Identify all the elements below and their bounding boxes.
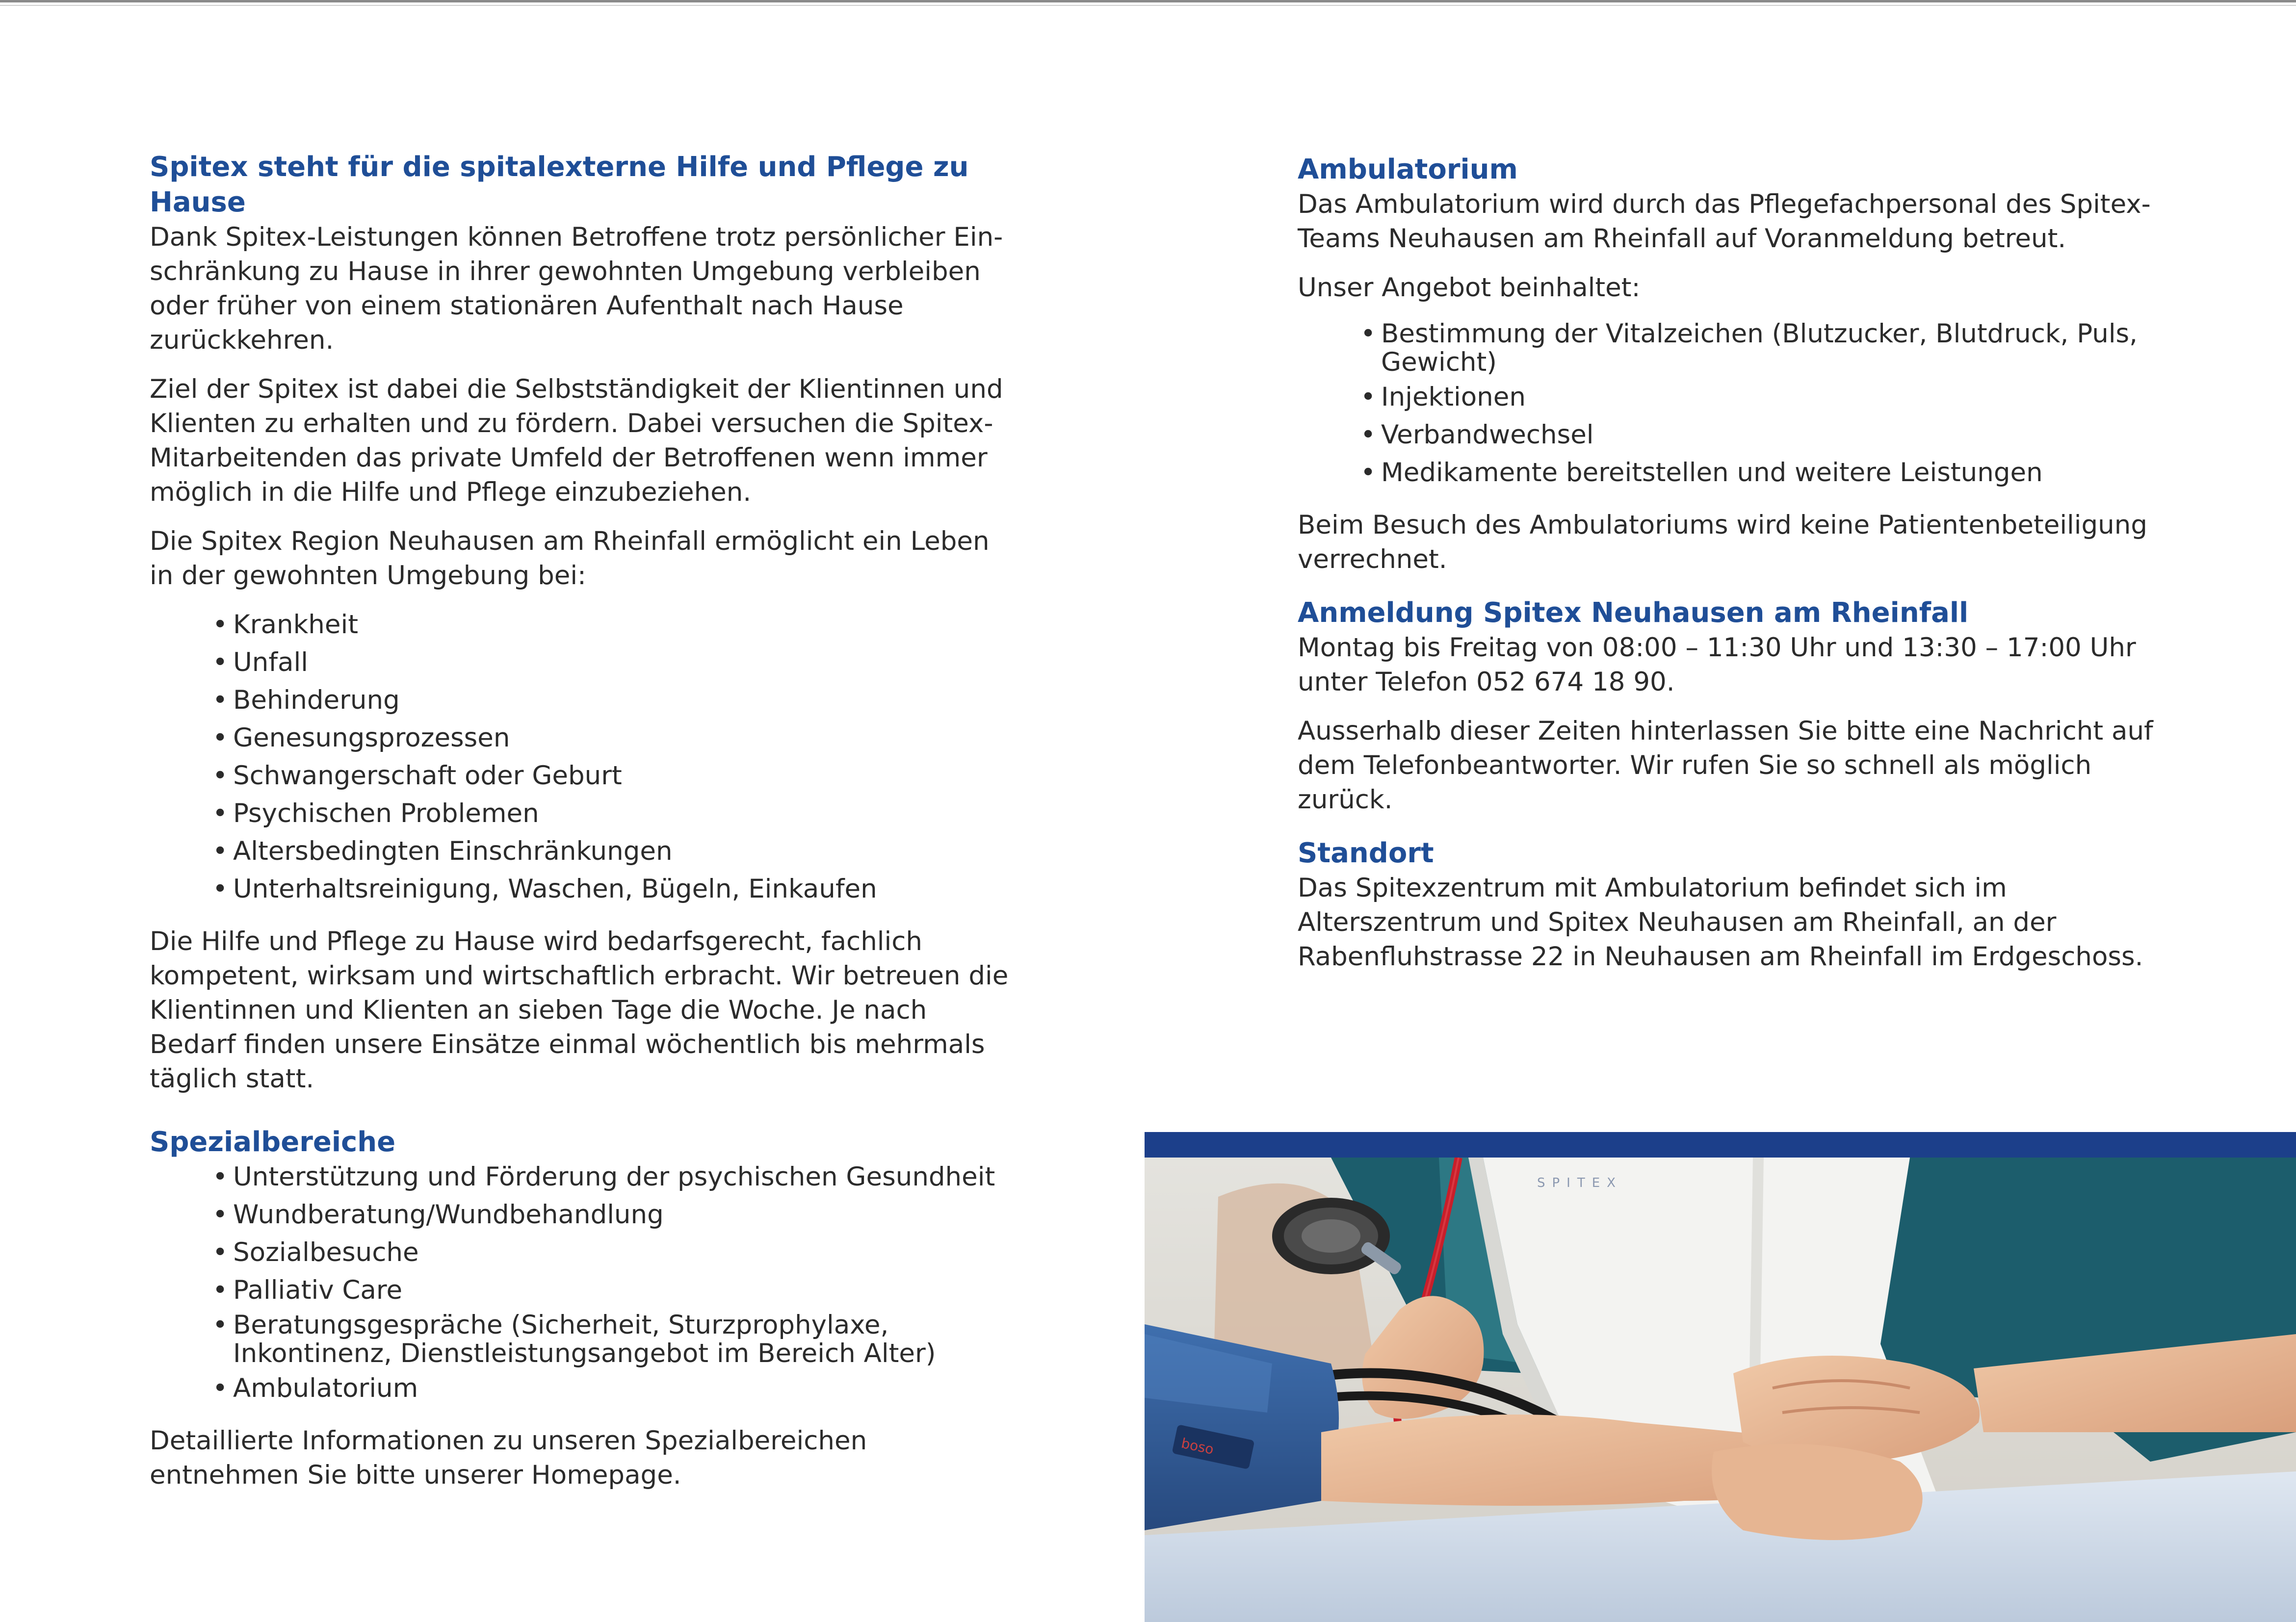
list-item: • Schwangerschaft oder Geburt (212, 761, 622, 791)
ambulatorium-heading: Ambulatorium (1298, 154, 1518, 185)
list-item: • Sozialbesuche (212, 1237, 419, 1267)
intro-paragraph-1: Dank Spitex-Leistungen können Betroffene trotz persönlicher Ein-schränkung zu Hause in ihrer gewohnten Umgebung verbleiben oder früher von einem stationären Aufenthalt nach Hause zurückkehren. (150, 222, 1003, 355)
list-item: • Injektionen (1360, 382, 1526, 412)
right-column (1298, 152, 2161, 974)
special-list (212, 1160, 1013, 1406)
list-item: • Unfall (212, 647, 308, 677)
standort-paragraph: Das Spitexzentrum mit Ambulatorium befindet sich im Alterszentrum und Spitex Neuhausen am Rheinfall, an der Rabenfluhstrasse 22 in Neuhausen am Rheinfall im Erdgeschoss. (1298, 873, 2143, 972)
ambulatorium-paragraph-2: Unser Angebot beinhaltet: (1298, 273, 1641, 303)
list-item: • Behinderung (212, 685, 400, 715)
list-item: • Medikamente bereitstellen und weitere Leistungen (1360, 458, 2043, 488)
special-heading: Spezialbereiche (150, 1126, 396, 1158)
standort-heading: Standort (1298, 837, 1434, 869)
list-item: • Wundberatung/Wundbehandlung (212, 1200, 664, 1230)
top-rule (0, 0, 2296, 2)
list-item: • Palliativ Care (212, 1275, 403, 1305)
list-item: • Verbandwechsel (1360, 420, 1594, 450)
top-rule-thin (0, 5, 2296, 6)
list-item: • Genesungsprozessen (212, 723, 510, 753)
anmeldung-heading: Anmeldung Spitex Neuhausen am Rheinfall (1298, 597, 1969, 629)
intro-paragraph-2: Ziel der Spitex ist dabei die Selbstständigkeit der Klientinnen und Klienten zu erhalten und zu fördern. Dabei versuchen die Spitex-Mitarbeitenden das private Umfeld der Betroffenen wenn immer möglich in die Hilfe und Pflege einzubeziehen. (150, 374, 1003, 507)
special-paragraph: Detaillierte Informationen zu unseren Spezialbereichen entnehmen Sie bitte unserer Homepage. (150, 1426, 867, 1490)
left-column (150, 150, 1013, 1493)
ambulatorium-paragraph-3: Beim Besuch des Ambulatoriums wird keine Patientenbeteiligung verrechnet. (1298, 510, 2147, 574)
blood-pressure-photo (1145, 1158, 2296, 1622)
list-item: • Ambulatorium (212, 1373, 418, 1403)
ambulatorium-list (1360, 320, 2161, 490)
list-item: • Unterstützung und Förderung der psychischen Gesundheit (212, 1162, 995, 1192)
intro-paragraph-3: Die Spitex Region Neuhausen am Rheinfall ermöglicht ein Leben in der gewohnten Umgebung bei: (150, 526, 990, 591)
apron-logo-text: SPITEX (1537, 1176, 1622, 1190)
list-item: • Beratungsgespräche (Sicherheit, Sturzprophylaxe, Inkontinenz, Dienstleistungsangebot im Bereich Alter) (212, 1310, 936, 1368)
photo-illustration (1145, 1158, 2296, 1622)
list-item: • Bestimmung der Vitalzeichen (Blutzucker, Blutdruck, Puls, Gewicht) (1360, 319, 2138, 377)
list-item: • Psychischen Problemen (212, 798, 539, 828)
list-item: • Unterhaltsreinigung, Waschen, Bügeln, Einkaufen (212, 874, 877, 904)
cuff-label: boso (1179, 1435, 1215, 1458)
ambulatorium-paragraph-1: Das Ambulatorium wird durch das Pflegefachpersonal des Spitex-Teams Neuhausen am Rheinfall auf Voranmeldung betreut. (1298, 189, 2151, 254)
list-item: • Krankheit (212, 610, 359, 640)
photo-top-bar (1145, 1132, 2296, 1158)
conditions-list (212, 608, 1013, 906)
anmeldung-paragraph-1: Montag bis Freitag von 08:00 – 11:30 Uhr und 13:30 – 17:00 Uhr unter Telefon 052 674 18 90. (1298, 633, 2136, 697)
list-item: • Altersbedingten Einschränkungen (212, 836, 673, 866)
care-paragraph: Die Hilfe und Pflege zu Hause wird bedarfsgerecht, fachlich kompetent, wirksam und wirtschaftlich erbracht. Wir betreuen die Klientinnen und Klienten an sieben Tage die Woche. Je nach Bedarf finden unsere Einsätze einmal wöchentlich bis mehrmals täglich statt. (150, 927, 1009, 1094)
intro-heading: Spitex steht für die spitalexterne Hilfe und Pflege zu Hause (150, 151, 969, 218)
anmeldung-paragraph-2: Ausserhalb dieser Zeiten hinterlassen Sie bitte eine Nachricht auf dem Telefonbeantworter. Wir rufen Sie so schnell als möglich zurück. (1298, 716, 2153, 815)
